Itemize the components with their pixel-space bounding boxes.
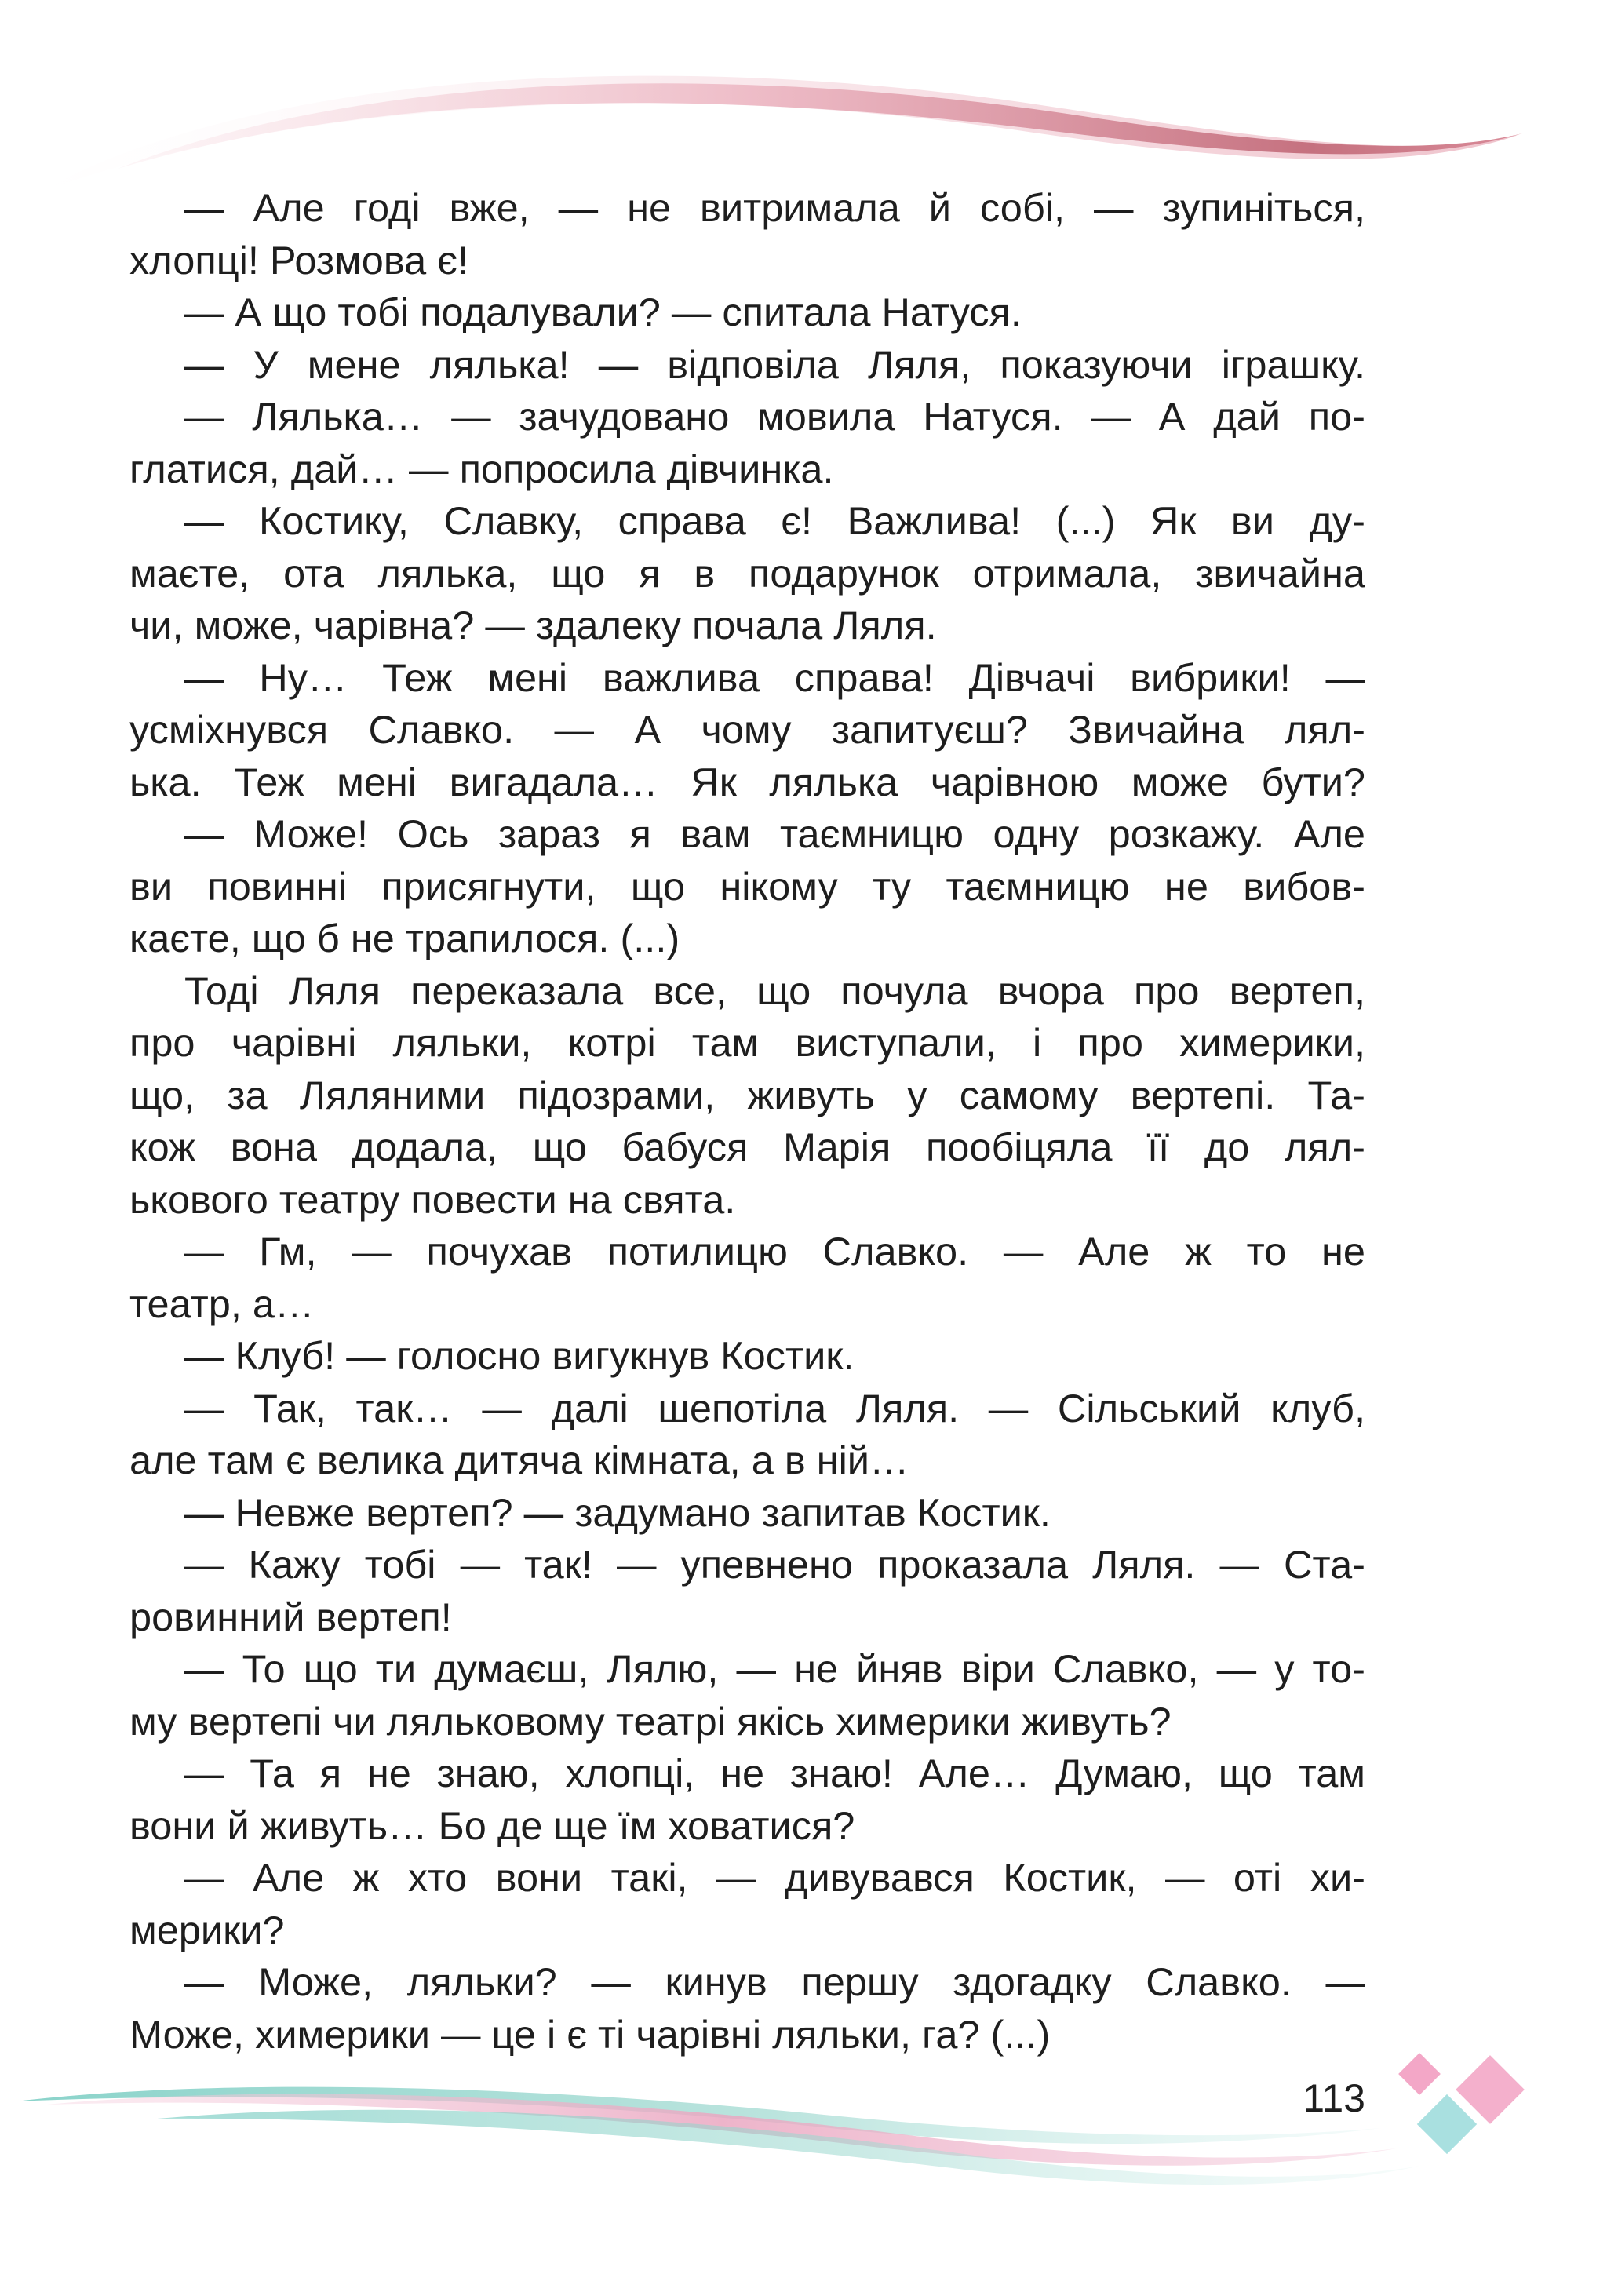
text-line: — Може! Ось зараз я вам таємницю одну розкажу. Але xyxy=(184,811,1365,856)
text-line: — А що тобі подалували? — спитала Натуся. xyxy=(184,290,1022,334)
text-line: — Може, ляльки? — кинув першу здогадку Славко. — xyxy=(184,1959,1365,2004)
text-line: театр, а… xyxy=(129,1281,315,1326)
text-line: — Але годі вже, — не витримала й собі, — зупиніться, xyxy=(184,185,1365,230)
text-line: — Гм, — почухав потилицю Славко. — Але ж то не xyxy=(184,1229,1365,1274)
text-line: вони й живуть… Бо де ще їм ховатися? xyxy=(129,1802,855,1848)
text-line: кож вона додала, що бабуся Марія пообіцяла її до лял- xyxy=(129,1124,1365,1169)
text-line: чи, може, чарівна? — здалеку почала Ляля. xyxy=(129,603,937,647)
text-line: усміхнувся Славко. — А чому запитуєш? Звичайна лял- xyxy=(129,707,1365,752)
text-line: — Кажу тобі — так! — упевнено проказала Ляля. — Ста- xyxy=(184,1542,1365,1587)
text-line: — То що ти думаєш, Лялю, — не йняв віри Славко, — у то- xyxy=(184,1646,1365,1691)
story-text xyxy=(129,182,1365,2061)
text-line: му вертепі чи ляльковому театрі якісь химерики живуть? xyxy=(129,1698,1172,1744)
text-line: глатися, дай… — попросила дівчинка. xyxy=(129,446,834,491)
text-line: каєте, що б не трапилося. (...) xyxy=(129,916,680,960)
text-line: — Але ж хто вони такі, — дивувався Костик, — оті хи- xyxy=(184,1855,1365,1900)
text-line: що, за Ляляними підозрами, живуть у самому вертепі. Та- xyxy=(129,1072,1365,1117)
text-line: мерики? xyxy=(129,1907,285,1952)
text-line: Може, химерики — це і є ті чарівні ляльки, га? (...) xyxy=(129,2011,1051,2057)
text-line: ровинний вертеп! xyxy=(129,1594,452,1639)
text-line: — Так, так… — далі шепотіла Ляля. — Сільський клуб, xyxy=(184,1385,1365,1430)
text-line: — Лялька… — зачудовано мовила Натуся. — А дай по- xyxy=(184,394,1365,439)
text-line: — У мене лялька! — відповіла Ляля, показуючи іграшку. xyxy=(184,341,1365,387)
text-line: ькового театру повести на свята. xyxy=(129,1176,736,1222)
text-line: — Костику, Славку, справа є! Важлива! (...) Як ви ду- xyxy=(184,498,1365,543)
bottom-wave-decoration xyxy=(0,2056,1607,2296)
text-line: Тоді Ляля переказала все, що почула вчора про вертеп, xyxy=(184,968,1365,1013)
page-number: 113 xyxy=(1303,2076,1365,2120)
text-line: ька. Теж мені вигадала… Як лялька чарівною може бути? xyxy=(129,759,1365,804)
text-line: але там є велика дитяча кімната, а в ній… xyxy=(129,1438,909,1482)
text-line: хлопці! Розмова є! xyxy=(129,237,469,282)
text-line: про чарівні ляльки, котрі там виступали, і про химерики, xyxy=(129,1020,1365,1065)
text-line: — Невже вертеп? — задумано запитав Костик. xyxy=(184,1489,1051,1535)
text-line: — Та я не знаю, хлопці, не знаю! Але… Думаю, що там xyxy=(184,1751,1365,1795)
diamond-cluster-decoration xyxy=(1397,2048,1546,2174)
top-wave-decoration xyxy=(0,0,1607,204)
text-line: — Клуб! — голосно вигукнув Костик. xyxy=(184,1333,855,1378)
text-line: маєте, ота лялька, що я в подарунок отримала, звичайна xyxy=(129,550,1365,596)
text-line: — Ну… Теж мені важлива справа! Дівчачі вибрики! — xyxy=(184,654,1365,700)
text-line: ви повинні присягнути, що нікому ту таємницю не вибов- xyxy=(129,863,1365,909)
